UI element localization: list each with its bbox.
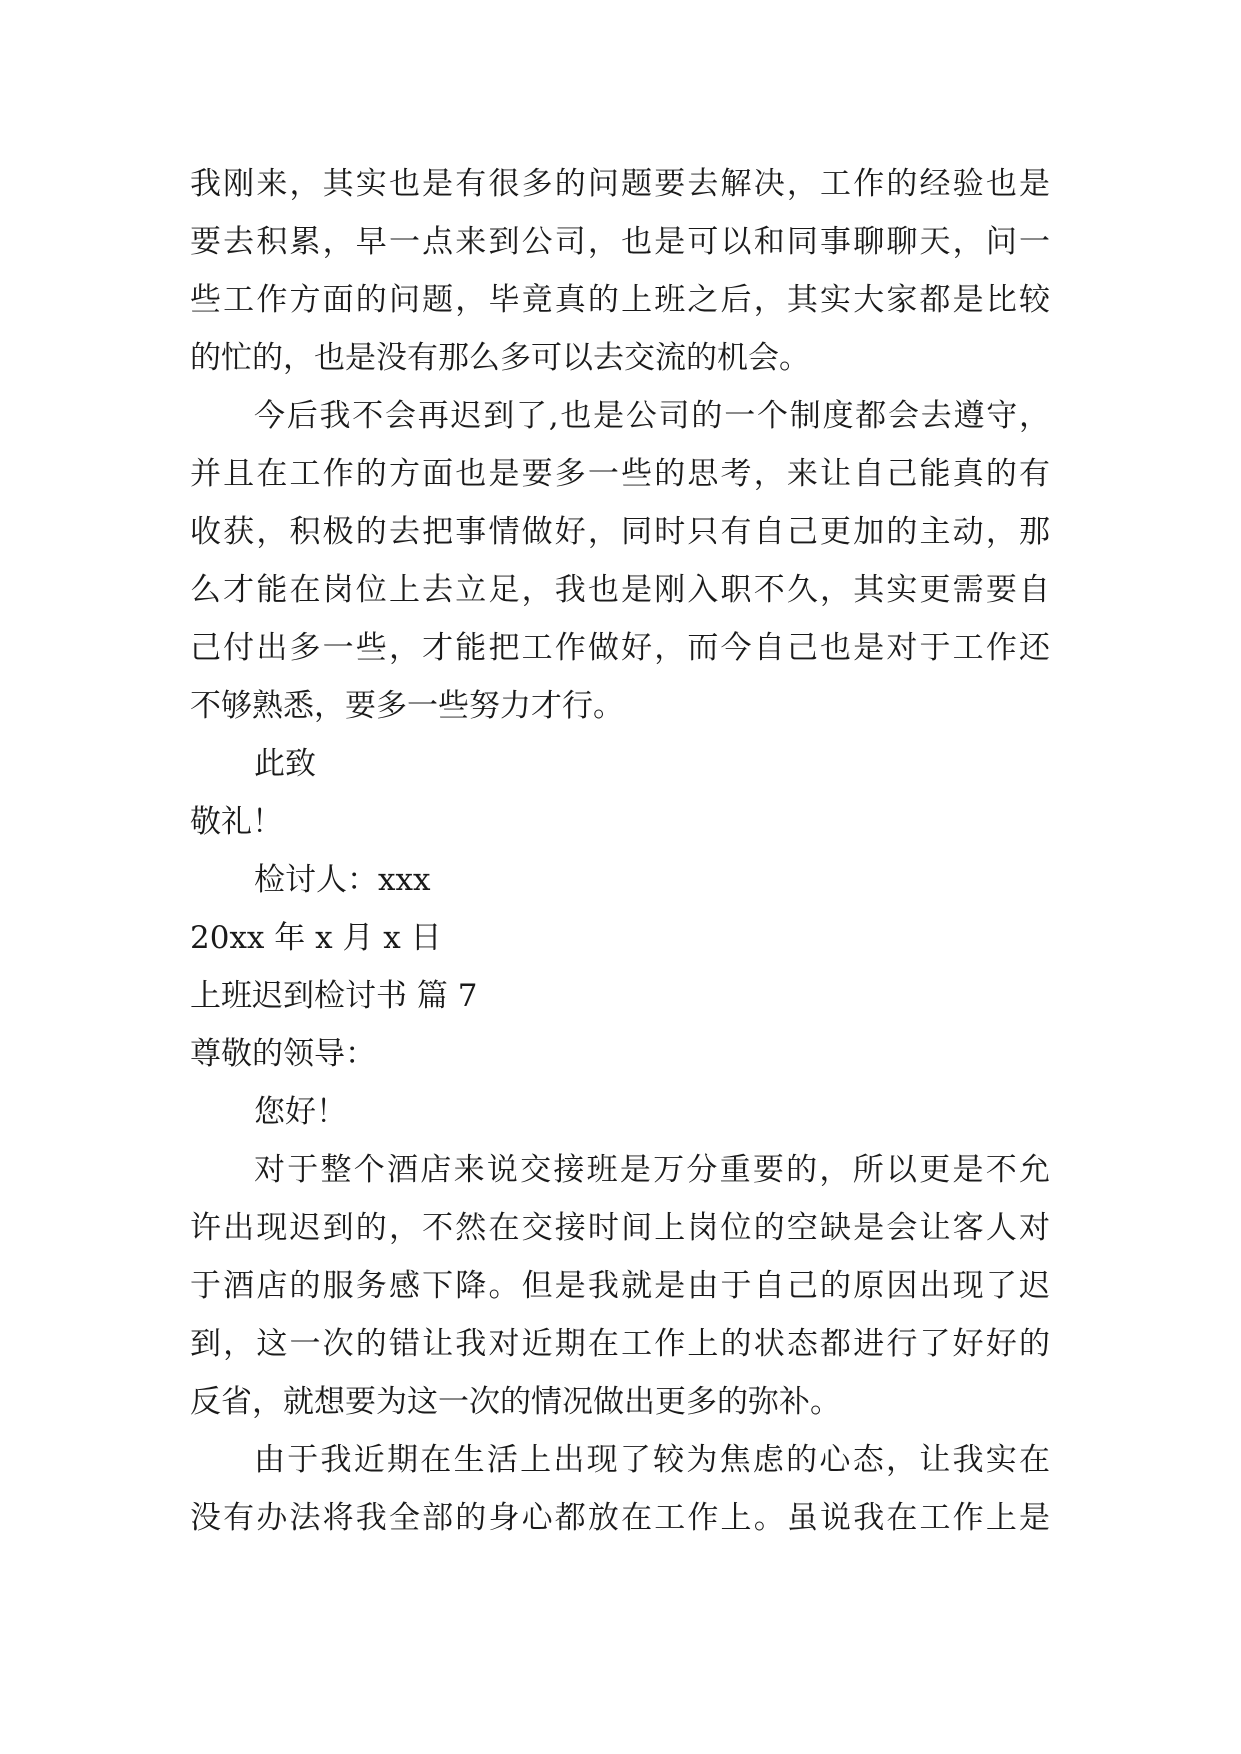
text-line: 我刚来，其实也是有很多的问题要去解决，工作的经验也是: [190, 166, 1050, 202]
text-line: 并且在工作的方面也是要多一些的思考，来让自己能真的有: [190, 456, 1050, 492]
text-line: 的忙的，也是没有那么多可以去交流的机会。: [190, 340, 810, 376]
closing-salutation: 此致: [254, 746, 316, 782]
paragraph-start-line: 由于我近期在生活上出现了较为焦虑的心态，让我实在: [254, 1442, 1050, 1478]
text-line: 己付出多一些，才能把工作做好，而今自己也是对于工作还: [190, 630, 1050, 666]
paragraph-start-line: 今后我不会再迟到了,也是公司的一个制度都会去遵守，: [254, 398, 1050, 434]
greeting-line: 尊敬的领导：: [190, 1036, 376, 1072]
text-line: 到，这一次的错让我对近期在工作上的状态都进行了好好的: [190, 1326, 1050, 1362]
text-line: 于酒店的服务感下降。但是我就是由于自己的原因出现了迟: [190, 1268, 1050, 1304]
text-line: 没有办法将我全部的身心都放在工作上。虽说我在工作上是: [190, 1500, 1050, 1536]
greeting-hello: 您好！: [254, 1094, 347, 1130]
text-line: 些工作方面的问题，毕竟真的上班之后，其实大家都是比较: [190, 282, 1050, 318]
text-line: 么才能在岗位上去立足，我也是刚入职不久，其实更需要自: [190, 572, 1050, 608]
text-line: 许出现迟到的，不然在交接时间上岗位的空缺是会让客人对: [190, 1210, 1050, 1246]
text-line: 要去积累，早一点来到公司，也是可以和同事聊聊天，问一: [190, 224, 1050, 260]
text-line: 不够熟悉，要多一些努力才行。: [190, 688, 624, 724]
text-line: 收获，积极的去把事情做好，同时只有自己更加的主动，那: [190, 514, 1050, 550]
paragraph-start-line: 对于整个酒店来说交接班是万分重要的，所以更是不允: [254, 1152, 1050, 1188]
signature-line: 检讨人：xxx: [254, 862, 431, 898]
text-line: 反省，就想要为这一次的情况做出更多的弥补。: [190, 1384, 841, 1420]
closing-regards: 敬礼！: [190, 804, 283, 840]
section-heading: 上班迟到检讨书 篇 7: [190, 978, 478, 1014]
date-line: 20xx 年 x 月 x 日: [190, 920, 442, 956]
